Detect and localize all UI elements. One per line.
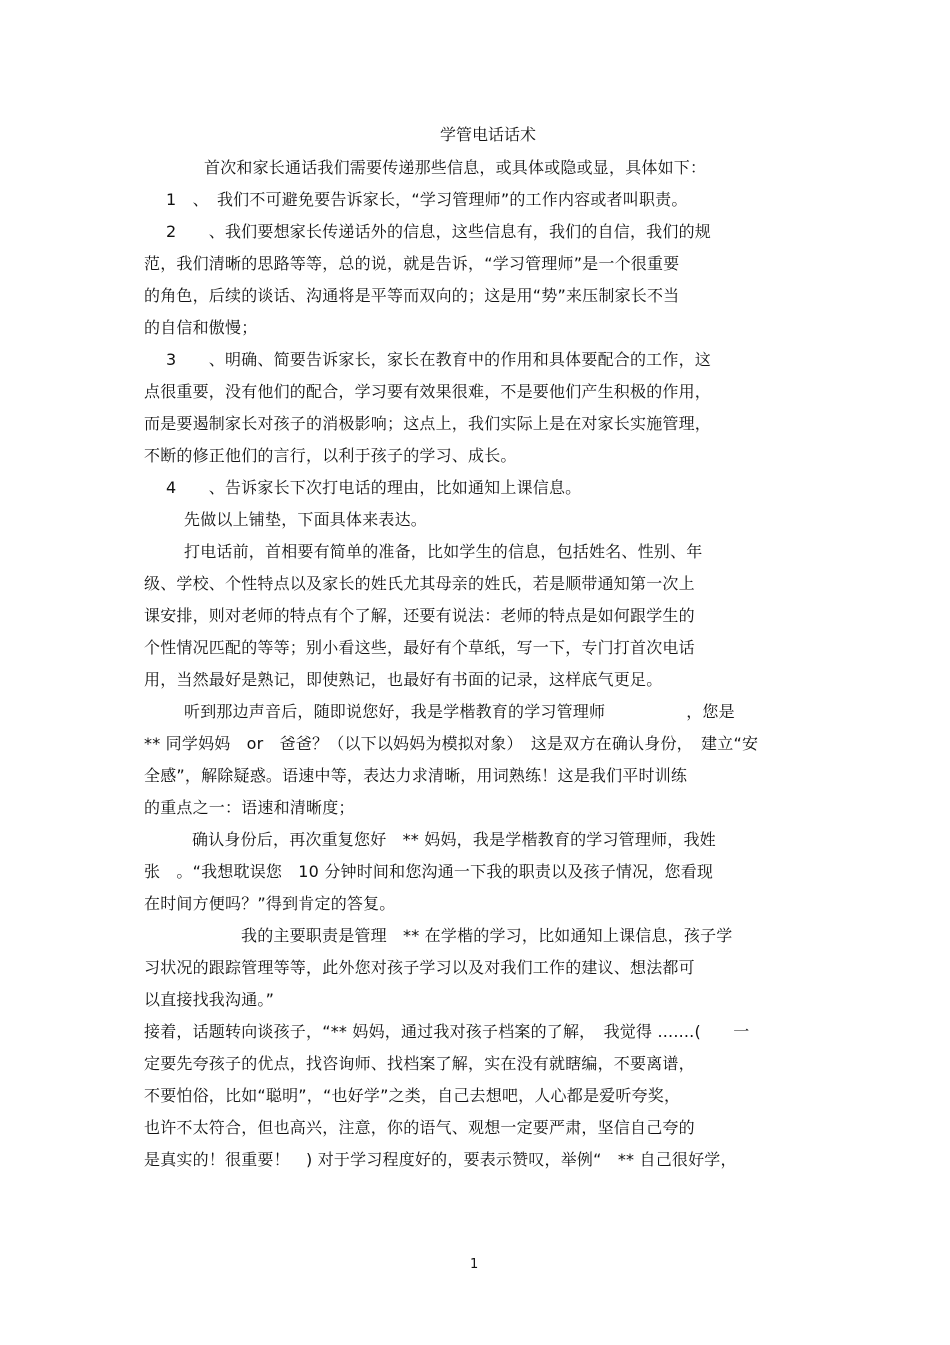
text-line: 3 、明确、简要告诉家长，家长在教育中的作用和具体要配合的工作，这 — [166, 350, 711, 369]
text-line: 个性情况匹配的等等；别小看这些，最好有个草纸，写一下，专门打首次电话 — [144, 638, 695, 657]
text-line: 的角色，后续的谈话、沟通将是平等而双向的；这是用“势”来压制家长不当 — [144, 286, 680, 305]
text-line: 以直接找我沟通。” — [144, 990, 275, 1009]
text-line: 先做以上铺垫，下面具体来表达。 — [184, 510, 428, 529]
text-line: 的重点之一：语速和清晰度； — [144, 798, 355, 817]
text-line: 2 、我们要想家长传递话外的信息，这些信息有，我们的自信，我们的规 — [166, 222, 711, 241]
text-line: 不断的修正他们的言行，以利于孩子的学习、成长。 — [144, 446, 517, 465]
text-line: 1 、 我们不可避免要告诉家长，“学习管理师”的工作内容或者叫职责。 — [166, 190, 688, 209]
text-line: 而是要遏制家长对孩子的消极影响；这点上，我们实际上是在对家长实施管理， — [144, 414, 712, 433]
text-line: 接着，话题转向谈孩子，“** 妈妈，通过我对孩子档案的了解， 我觉得 .......( 一 — [144, 1022, 750, 1041]
text-line: 课安排，则对老师的特点有个了解，还要有说法：老师的特点是如何跟学生的 — [144, 606, 695, 625]
text-line: ** 同学妈妈 or 爸爸？（以下以妈妈为模拟对象） 这是双方在确认身份， 建立“安 — [144, 734, 759, 753]
text-line: 张 。“我想耽误您 10 分钟时间和您沟通一下我的职责以及孩子情况，您看现 — [144, 862, 714, 881]
text-line: 不要怕俗，比如“聪明”，“也好学”之类，自己去想吧，人心都是爱听夸奖， — [144, 1086, 681, 1105]
text-line: 用，当然最好是熟记，即使熟记，也最好有书面的记录，这样底气更足。 — [144, 670, 663, 689]
text-line: 的自信和傲慢； — [144, 318, 258, 337]
text-line: 也许不太符合，但也高兴，注意，你的语气、观想一定要严肃，坚信自己夸的 — [144, 1118, 695, 1137]
document-title: 学管电话话术 — [440, 125, 537, 144]
text-line: 我的主要职责是管理 ** 在学楷的学习，比如通知上课信息，孩子学 — [241, 926, 733, 945]
text-line: 打电话前，首相要有简单的准备，比如学生的信息，包括姓名、性别、年 — [184, 542, 703, 561]
text-line: 首次和家长通话我们需要传递那些信息，或具体或隐或显，具体如下： — [204, 158, 707, 177]
text-line: 全感”，解除疑惑。语速中等，表达力求清晰，用词熟练！这是我们平时训练 — [144, 766, 688, 785]
text-line: 级、学校、个性特点以及家长的姓氏尤其母亲的姓氏，若是顺带通知第一次上 — [144, 574, 695, 593]
text-line: 点很重要，没有他们的配合，学习要有效果很难，不是要他们产生积极的作用， — [144, 382, 712, 401]
text-line: 习状况的跟踪管理等等，此外您对孩子学习以及对我们工作的建议、想法都可 — [144, 958, 695, 977]
text-line: 确认身份后，再次重复您好 ** 妈妈，我是学楷教育的学习管理师，我姓 — [192, 830, 716, 849]
page-number: 1 — [470, 1257, 479, 1272]
text-line: 在时间方便吗？”得到肯定的答复。 — [144, 894, 396, 913]
text-line: 定要先夸孩子的优点，找咨询师、找档案了解，实在没有就瞎编，不要离谱， — [144, 1054, 695, 1073]
text-line: 是真实的！很重要！ ) 对于学习程度好的，要表示赞叹，举例“ ** 自己很好学， — [144, 1150, 737, 1169]
text-line: 范，我们清晰的思路等等，总的说，就是告诉，“学习管理师”是一个很重要 — [144, 254, 680, 273]
text-line: 4 、告诉家长下次打电话的理由，比如通知上课信息。 — [166, 478, 582, 497]
text-line: 听到那边声音后，随即说您好，我是学楷教育的学习管理师 ，您是 — [184, 702, 735, 721]
